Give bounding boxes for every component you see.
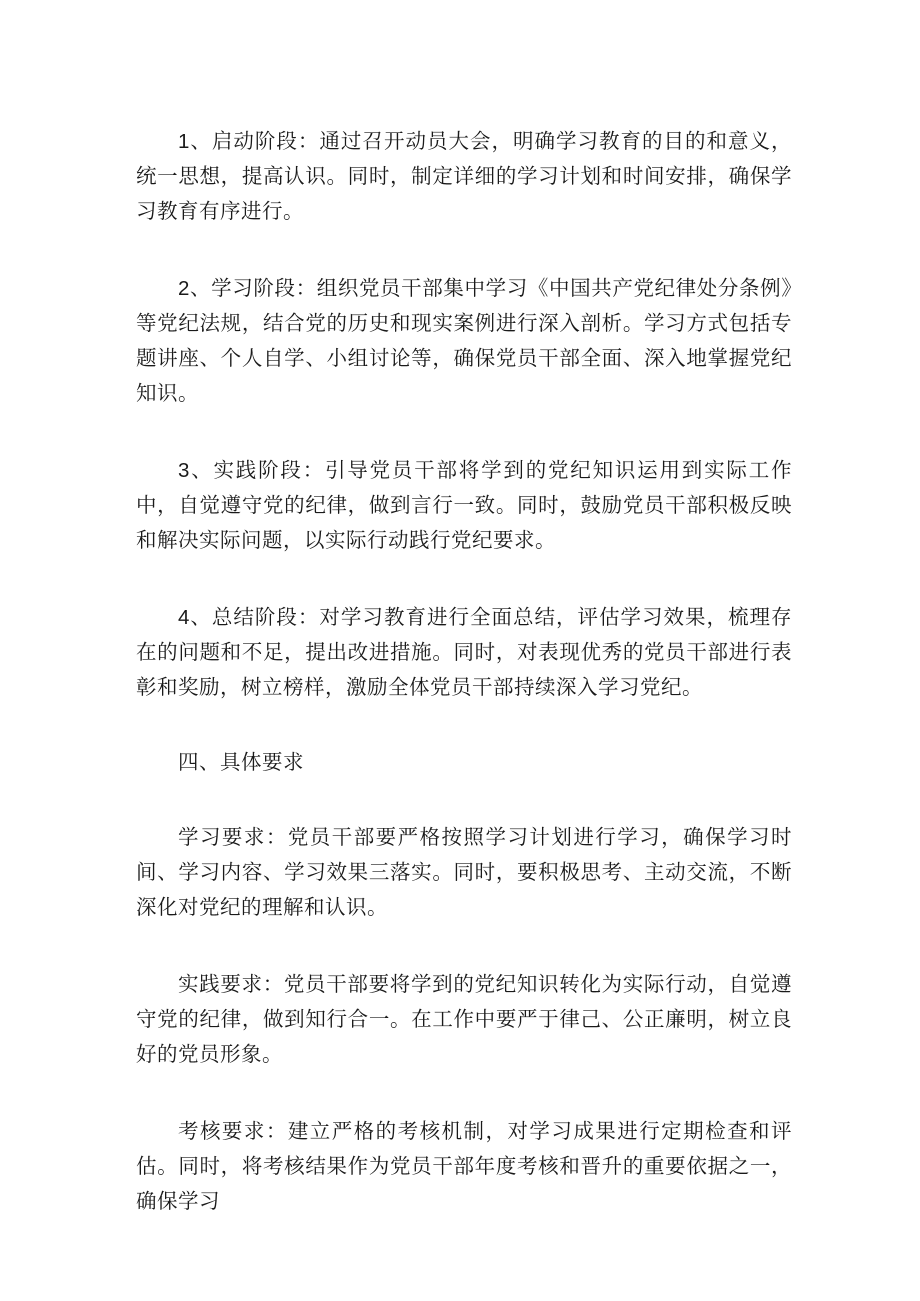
stage-text: 、总结阶段：对学习教育进行全面总结，评估学习效果，梳理存在的问题和不足，提出改进措施。同时，对表现优秀的党员干部进行表彰和奖励，树立榜样，激励全体党员干部持续深入学习党纪。 [136,605,792,699]
stage-number: 2 [178,277,190,300]
stage-number: 4 [178,606,190,629]
stage-paragraph-1 [136,124,792,229]
stage-text: 、实践阶段：引导党员干部将学到的党纪知识运用到实际工作中，自觉遵守党的纪律，做到言行一致。同时，鼓励党员干部积极反映和解决实际问题，以实际行动践行党纪要求。 [136,458,792,552]
document-page [136,124,792,1219]
stage-paragraph-3 [136,453,792,558]
section-heading: 四、具体要求 [178,750,304,774]
stage-paragraph-2 [136,271,792,411]
requirement-paragraph-practice: 实践要求：党员干部要将学到的党纪知识转化为实际行动，自觉遵守党的纪律，做到知行合一。在工作中要严于律己、公正廉明，树立良好的党员形象。 [136,972,792,1066]
requirement-paragraph-study: 学习要求：党员干部要严格按照学习计划进行学习，确保学习时间、学习内容、学习效果三落实。同时，要积极思考、主动交流，不断深化对党纪的理解和认识。 [136,825,792,919]
requirement-paragraph-assessment: 考核要求：建立严格的考核机制，对学习成果进行定期检查和评估。同时，将考核结果作为党员干部年度考核和晋升的重要依据之一，确保学习 [136,1119,792,1213]
stage-number: 3 [178,459,190,482]
stage-text: 、启动阶段：通过召开动员大会，明确学习教育的目的和意义，统一思想，提高认识。同时，制定详细的学习计划和时间安排，确保学习教育有序进行。 [136,129,792,223]
stage-text: 、学习阶段：组织党员干部集中学习《中国共产党纪律处分条例》等党纪法规，结合党的历史和现实案例进行深入剖析。学习方式包括专题讲座、个人自学、小组讨论等，确保党员干部全面、深入地掌握党纪知识。 [136,276,792,405]
stage-paragraph-4 [136,600,792,705]
stage-number: 1 [178,130,190,153]
